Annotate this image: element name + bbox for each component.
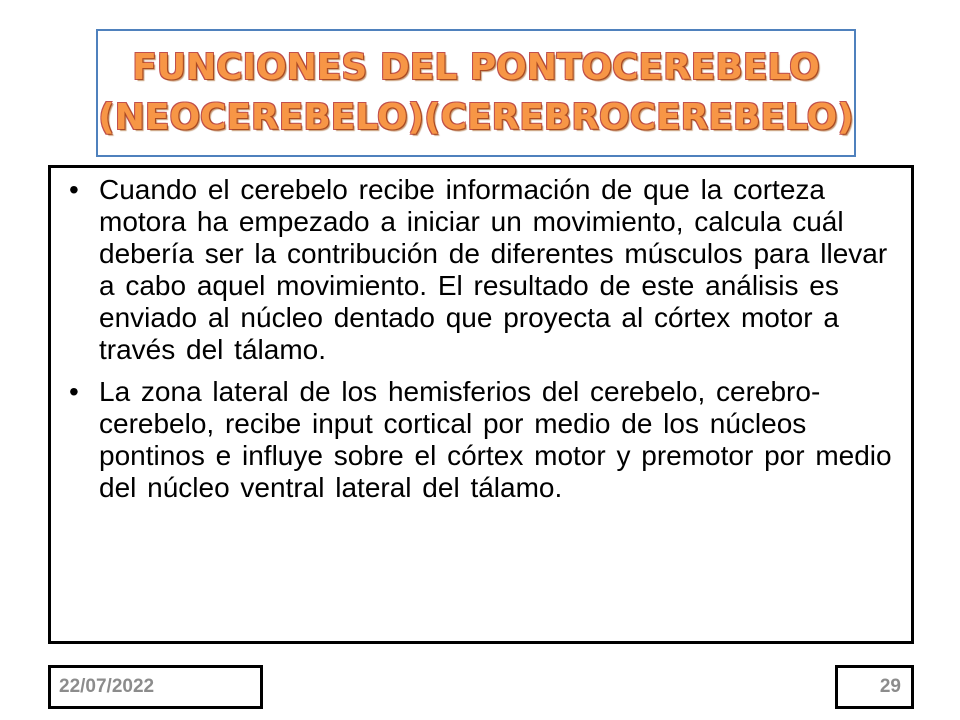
- slide-content-box: [48, 165, 914, 644]
- bullet-list: [59, 174, 899, 514]
- footer-date: 22/07/2022: [48, 665, 263, 709]
- slide-title-line-1: FUNCIONES DEL PONTOCEREBELO: [132, 47, 820, 88]
- slide-title-box: [96, 29, 856, 157]
- bullet-dot-icon: •: [69, 376, 79, 407]
- bullet-dot-icon: •: [69, 174, 79, 205]
- bullet-item: [59, 376, 899, 504]
- footer-page-number: 29: [835, 665, 914, 709]
- bullet-item: [59, 174, 899, 366]
- bullet-text: La zona lateral de los hemisferios del cerebelo, cerebro-cerebelo, recibe input cortical por medio de los núcleos pontinos e influye sobre el córtex motor y premotor por medio del núcleo ventral lateral del tálamo.: [99, 376, 892, 503]
- bullet-text: Cuando el cerebelo recibe información de que la corteza motora ha empezado a iniciar un movimiento, calcula cuál debería ser la contribución de diferentes músculos para llevar a cabo aquel movimiento. El resultado de este análisis es enviado al núcleo dentado que proyecta al córtex motor a través del tálamo.: [99, 174, 888, 365]
- slide-title-line-2: (NEOCEREBELO)(CEREBROCEREBELO): [98, 97, 854, 138]
